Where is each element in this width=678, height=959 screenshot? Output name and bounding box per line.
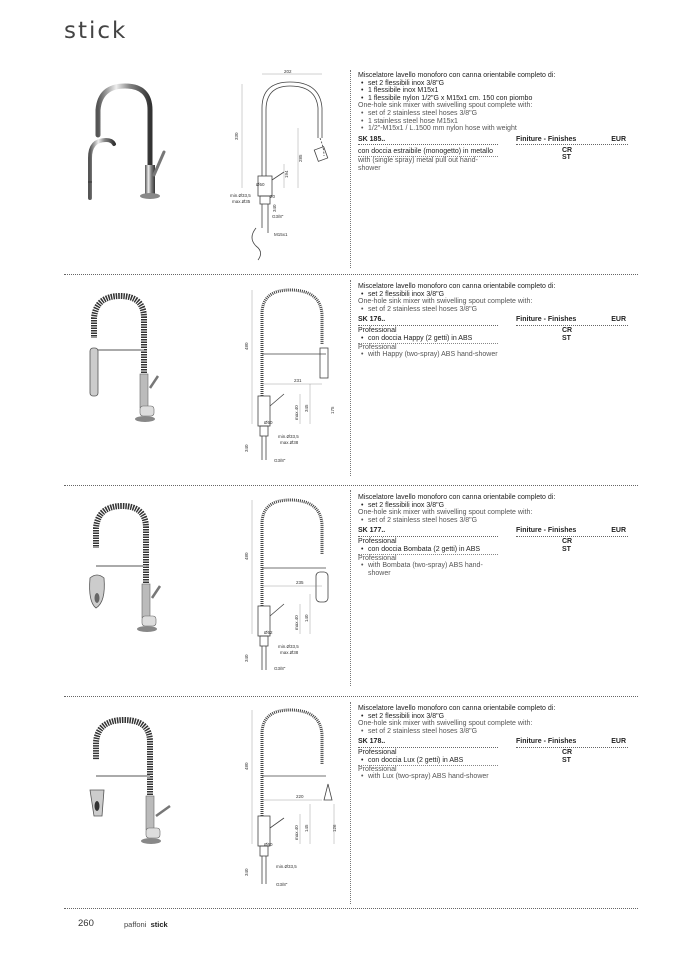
dim-label: max.40	[294, 615, 299, 630]
dim-label: G3/8"	[274, 666, 286, 671]
footer-brand	[124, 920, 168, 929]
description-en: • with Bombata (two-spray) ABS hand-shower	[368, 562, 498, 577]
dim-label: max.Ø38	[280, 650, 299, 655]
section-divider	[64, 485, 638, 486]
item-it: • set 2 flessibili inox 3/8"G	[368, 713, 628, 721]
finishes-label: Finiture - Finishes	[516, 135, 577, 143]
product-text-sk177	[358, 494, 628, 577]
finish-code: ST	[562, 154, 571, 162]
dim-label: 340	[272, 204, 277, 212]
product-code: SK 176..	[358, 316, 498, 326]
finish-code: ST	[562, 334, 571, 342]
item-it: • 1 flessibile inox M15x1	[368, 87, 628, 95]
section-divider	[64, 274, 638, 275]
description-title-it: Professional	[358, 327, 397, 335]
product-photo-sk176	[82, 288, 172, 428]
dim-label: max.40	[294, 405, 299, 420]
description-it: • con doccia Bombata (2 getti) in ABS	[368, 546, 498, 554]
dim-label: 220	[296, 794, 304, 799]
description-it: con doccia estraibile (monogetto) in metallo	[358, 147, 494, 155]
item-en: • set of 2 stainless steel hoses 3/8"G	[368, 517, 628, 525]
item-en: • 1 stainless steel hose M15x1	[368, 118, 628, 126]
finish-code: CR	[562, 538, 573, 546]
dim-label: min.Ø33,5	[278, 434, 299, 439]
item-it: • 1 flessibile nylon 1/2"G x M15x1 cm. 150 con piombo	[368, 95, 628, 103]
vertical-divider	[350, 702, 351, 904]
header-en: One-hole sink mixer with swivelling spout complete with:	[358, 509, 533, 517]
brand-name: paffoni	[124, 920, 147, 929]
description-title-en: Professional	[358, 343, 498, 352]
dim-label: min.Ø33,5	[278, 644, 299, 649]
dim-label: min.Ø33,5	[230, 193, 251, 198]
dim-label: Ø52	[264, 630, 273, 635]
dim-label: 285	[298, 154, 303, 162]
header-en: One-hole sink mixer with swivelling spout complete with:	[358, 720, 533, 728]
eur-label: EUR	[611, 316, 626, 324]
dim-label: 140	[304, 614, 309, 622]
section-divider	[64, 696, 638, 697]
brand-series: stick	[150, 920, 168, 929]
product-photo-sk177	[84, 498, 174, 638]
dim-label: 340	[244, 654, 249, 662]
product-text-sk178	[358, 705, 628, 781]
finish-code: CR	[562, 749, 573, 757]
dim-label: min.Ø33,5	[276, 864, 297, 869]
technical-drawing-sk177	[240, 494, 346, 680]
header-it: Miscelatore lavello monoforo con canna orientabile completo di:	[358, 72, 556, 79]
finish-code: ST	[562, 545, 571, 553]
description-en: • with Happy (two-spray) ABS hand-shower	[368, 351, 498, 359]
dim-label: 175	[330, 406, 335, 414]
description-it: • con doccia Happy (2 getti) in ABS	[368, 335, 498, 343]
item-it: • set 2 flessibili inox 3/8"G	[368, 80, 628, 88]
dim-label: 480	[244, 762, 249, 770]
header-it: Miscelatore lavello monoforo con canna orientabile completo di:	[358, 494, 556, 501]
finish-code: ST	[562, 756, 571, 764]
product-code: SK 185..	[358, 136, 498, 146]
page-number: 260	[78, 918, 94, 929]
header-en: One-hole sink mixer with swivelling spout complete with:	[358, 102, 533, 110]
item-en: • set of 2 stainless steel hoses 3/8"G	[368, 306, 628, 314]
item-en: • set of 2 stainless steel hoses 3/8"G	[368, 110, 628, 118]
description-title-it: Professional	[358, 538, 397, 546]
dim-label: 480	[244, 342, 249, 350]
product-code: SK 177..	[358, 527, 498, 537]
dim-label: 340	[244, 868, 249, 876]
product-code: SK 178..	[358, 738, 498, 748]
technical-drawing-sk178	[240, 704, 346, 894]
product-text-sk176	[358, 283, 628, 359]
description-title-en: Professional	[358, 765, 498, 774]
item-en: • 1/2"-M15x1 / L.1500 mm nylon hose with weight	[368, 125, 628, 133]
section-divider	[64, 908, 638, 909]
description-title-en: Professional	[358, 554, 498, 563]
dim-label: G3/8"	[276, 882, 288, 887]
finish-code: CR	[562, 146, 573, 154]
finishes-label: Finiture - Finishes	[516, 738, 577, 746]
dim-label: 345	[304, 404, 309, 412]
dim-label: max.40	[294, 825, 299, 840]
description-title-it: Professional	[358, 749, 397, 757]
product-text-sk185	[358, 72, 628, 173]
dim-label: 480	[244, 552, 249, 560]
dim-label: Ø50	[264, 842, 273, 847]
vertical-divider	[350, 70, 351, 268]
technical-drawing-sk176	[240, 284, 346, 470]
eur-label: EUR	[611, 527, 626, 535]
item-it: • set 2 flessibili inox 3/8"G	[368, 291, 628, 299]
vertical-divider	[350, 280, 351, 476]
description-it: • con doccia Lux (2 getti) in ABS	[368, 757, 498, 765]
dim-label: G3/8"	[274, 458, 286, 463]
finishes-label: Finiture - Finishes	[516, 316, 577, 324]
finishes-label: Finiture - Finishes	[516, 527, 577, 535]
item-it: • set 2 flessibili inox 3/8"G	[368, 502, 628, 510]
dim-label: Ø50	[256, 182, 265, 187]
dim-label: 145	[304, 824, 309, 832]
dim-label: 231	[294, 378, 302, 383]
dim-label: G3/8"	[272, 214, 284, 219]
product-photo-sk185	[80, 80, 180, 205]
finish-code: CR	[562, 327, 573, 335]
vertical-divider	[350, 490, 351, 686]
dim-label: M15x1	[274, 232, 288, 237]
header-it: Miscelatore lavello monoforo con canna orientabile completo di:	[358, 705, 556, 712]
dim-label: 20	[270, 194, 276, 199]
eur-label: EUR	[611, 738, 626, 746]
dim-label: max.Ø35	[232, 199, 251, 204]
description-en: with (single spray) metal pull out hand-shower	[358, 156, 498, 172]
header-it: Miscelatore lavello monoforo con canna orientabile completo di:	[358, 283, 556, 290]
dim-label: 330	[234, 132, 239, 140]
dim-label: 194	[284, 170, 289, 178]
dim-label: 126	[332, 824, 337, 832]
product-photo-sk178	[84, 712, 180, 852]
dim-label: 202	[284, 69, 292, 74]
technical-drawing-sk185	[228, 68, 346, 268]
eur-label: EUR	[611, 135, 626, 143]
item-en: • set of 2 stainless steel hoses 3/8"G	[368, 728, 628, 736]
dim-label: 235	[296, 580, 304, 585]
dim-label: Ø50	[264, 420, 273, 425]
dim-label: 340	[244, 444, 249, 452]
description-en: • with Lux (two-spray) ABS hand-shower	[368, 773, 498, 781]
dim-label: max.Ø38	[280, 440, 299, 445]
header-en: One-hole sink mixer with swivelling spout complete with:	[358, 298, 533, 306]
page-title: stick	[64, 18, 128, 44]
